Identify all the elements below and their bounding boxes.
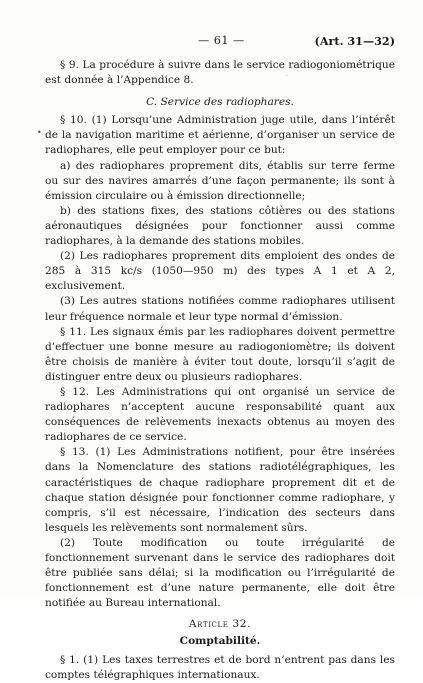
section-heading-radiophares: C. Service des radiophares.: [146, 96, 294, 109]
margin-mark: •: [37, 128, 42, 137]
running-head: (Art. 31—32): [314, 34, 395, 48]
paragraph-art31-9: § 9. La procédure à suivre dans le service radiogoniométrique est donnée à l’Appendice 8.: [45, 59, 395, 87]
paragraph-11: § 11. Les signaux émis par les radiophares doivent permettre d’effectuer une bonne mesure au radiogoniomètre; ils doivent être choisis de manière à éviter tout doute, lorsqu’il s’agit de distinguer entre deux ou plusieurs radiophares.: [45, 325, 395, 383]
article-32-label: Article 32.: [188, 618, 252, 631]
page-header: [48, 34, 395, 50]
paragraph-10-3: (3) Les autres stations notifiées comme radiophares utilisent leur fréquence normale et leur type normal d’émission.: [45, 295, 395, 323]
page-number: — 61 —: [198, 34, 245, 47]
article-32-title: Comptabilité.: [179, 635, 261, 648]
paragraph-12: § 12. Les Administrations qui ont organisé un service de radiophares n’acceptent aucune responsabilité quant aux conséquences de relèvements inexacts obtenus au moyen des radiophares de ce service.: [45, 385, 395, 444]
page-body: [45, 58, 395, 683]
paragraph-art32-1-1: § 1. (1) Les taxes terrestres et de bord n’entrent pas dans les comptes télégraphiques internationaux.: [45, 653, 395, 681]
paragraph-10-a: a) des radiophares proprement dits, établis sur terre ferme ou sur des navires amarrés d’une façon permanente; ils sont à émission circulaire ou à émission directionnelle;: [45, 159, 395, 202]
print-speck: ·: [286, 73, 288, 80]
paragraph-13-2: (2) Toute modification ou toute irrégularité de fonctionnement survenant dans le service des radiophares doit être publiée sans délai; si la modification ou l’irrégularité de fonctionnement est d’une nature permanente, elle doit être notifiée au Bureau international.: [45, 536, 395, 610]
paragraph-10-2: (2) Les radiophares proprement dits emploient des ondes de 285 à 315 kc/s (1050—950 m) des types A 1 et A 2, exclusivement.: [45, 250, 395, 293]
paragraph-13-1: § 13. (1) Les Administrations notifient, pour être insérées dans la Nomenclature des stations radiotélégraphiques, les caractéristiques de chaque radiophare proprement dit et de chaque station désignée pour fonctionner comme radiophare, y compris, s’il est nécessaire, l’indication des secteurs dans lesquels les relèvements sont normalement sûrs.: [45, 446, 395, 534]
paragraph-10-1: § 10. (1) Lorsqu’une Administration juge utile, dans l’intérêt de la navigation maritime et aérienne, d’organiser un service de radiophares, elle peut employer pour ce but:: [45, 114, 395, 157]
paragraph-10-b: b) des stations fixes, des stations côtières ou des stations aéronautiques désignées pour fonctionner aussi comme radiophares, à la demande des stations mobiles.: [45, 204, 395, 248]
